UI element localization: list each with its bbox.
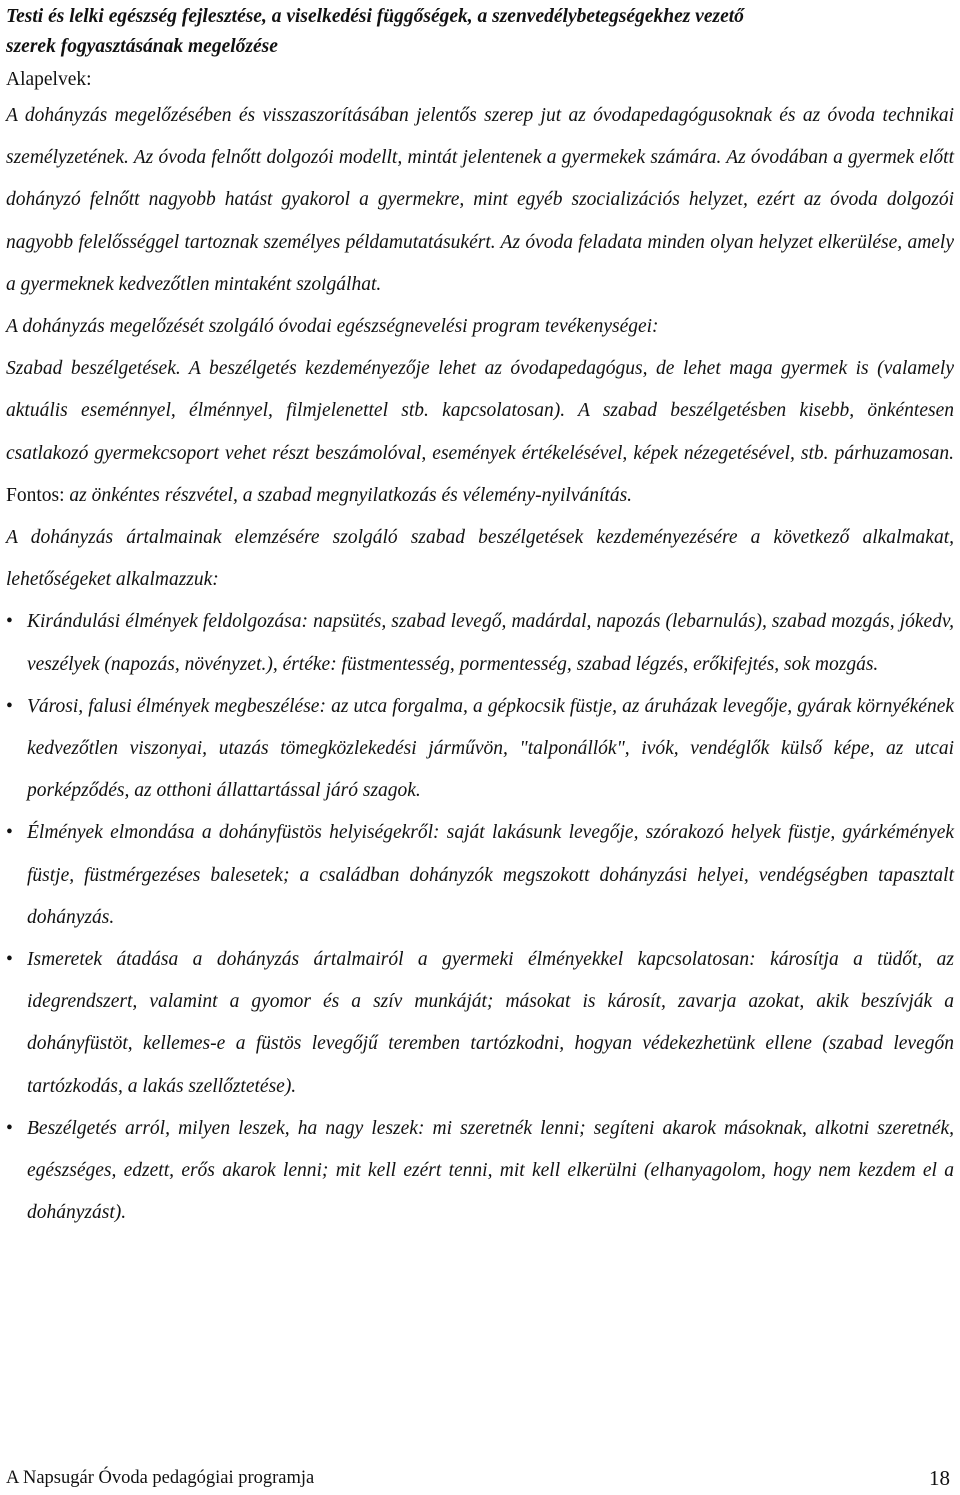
important-label: Fontos: [6,484,65,506]
list-item [6,1108,954,1235]
free-conversations-lead: Szabad beszélgetések. [6,358,181,380]
list-item-text: Élmények elmondása a dohányfüstös helyiségekről: saját lakásunk levegője, szórakozó helyek füstje, gyárkémények füstje, füstmérgezéses balesetek; a családban dohányzók megszokott dohányzási helyei, vendégségben tapasztalt dohányzás. [27,822,954,928]
page-number: 18 [929,1466,950,1490]
list-item [6,939,954,1108]
section-title [6,0,954,64]
list-item-text: Városi, falusi élmények megbeszélése: az utca forgalma, a gépkocsik füstje, az áruházak levegője, gyárak környékének kedvezőtlen viszonyai, utazás tömegközlekedési járművön, "talponállók", ivók, vendéglők külső képe, az utcai porképződés, az otthoni állattartással járó szagok. [27,695,954,802]
principles-heading: Alapelvek: [6,69,92,90]
bullet-icon: • [6,1117,13,1139]
footer-program-name: A Napsugár Óvoda pedagógiai programja [6,1468,315,1488]
bullet-icon: • [6,695,13,717]
paragraph-program-activities: A dohányzás megelőzését szolgáló óvodai egészségnevelési program tevékenységei: [6,316,659,338]
occasions-list [6,601,954,1234]
list-item [6,686,954,813]
list-item-text: Ismeretek átadása a dohányzás ártalmairól a gyermeki élményekkel kapcsolatosan: károsítja a tüdőt, az idegrendszert, valamint a gyomor és a szív munkáját; másokat is károsít, zavarja azokat, akik beszívják a dohányfüstöt, kellemes-e a füstös levegőjű teremben tartózkodni, hogyan védekezhetünk ellene (szabad levegőn tartózkodás, a lakás szellőztetése). [27,949,954,1097]
bullet-icon: • [6,822,13,844]
document-page [6,0,954,1234]
paragraph-occasions-intro: A dohányzás ártalmainak elemzésére szolgáló szabad beszélgetések kezdeményezésére a következő alkalmakat, lehetőségeket alkalmazzuk: [6,527,954,591]
list-item [6,812,954,939]
paragraph-role-of-staff: A dohányzás megelőzésében és visszaszorításában jelentős szerep jut az óvodapedagógusoknak és az óvoda technikai személyzetének. Az óvoda felnőtt dolgozói modellt, mintát jelentenek a gyermekek számára. Az óvodában a gyermek előtt dohányzó felnőtt nagyobb hatást gyakorol a gyermekre, mint egyéb szocializációs helyzet, ezért az óvoda dolgozói nagyobb felelősséggel tartoznak személyes példamutatásukért. Az óvoda feladata minden olyan helyzet elkerülése, amely a gyermeknek kedvezőtlen mintaként szolgálhat. [6,105,954,295]
free-conversations-text: A beszélgetés kezdeményezője lehet az óvodapedagógus, de lehet maga gyermek is (valamely aktuális eseménnyel, élménnyel, filmjelenettel stb. kapcsolatosan). A szabad beszélgetésben kisebb, önkéntesen csatlakozó gyermekcsoport vehet részt beszámolóval, események értékelésével, képek nézegetésével, stb. párhuzamosan. [6,358,954,464]
paragraph-free-conversations [6,348,954,517]
list-item [6,601,954,685]
important-text: az önkéntes részvétel, a szabad megnyilatkozás és vélemény-nyilvánítás. [64,484,633,506]
list-item-text: Beszélgetés arról, milyen leszek, ha nagy leszek: mi szeretnék lenni; segíteni akarok másoknak, alkotni szeretnék, egészséges, edzett, erős akarok lenni; mit kell ezért tenni, mit kell elkerülni (elhanyagolom, hogy nem kezdem el a dohányzást). [27,1117,954,1224]
title-line-1: Testi és lelki egészség fejlesztése, a viselkedési függőségek, a szenvedélybetegségekhez vezető [6,6,744,27]
title-line-2: szerek fogyasztásának megelőzése [6,36,278,57]
bullet-icon: • [6,611,13,633]
bullet-icon: • [6,949,13,971]
list-item-text: Kirándulási élmények feldolgozása: napsütés, szabad levegő, madárdal, napozás (lebarnulás), szabad mozgás, jókedv, veszélyek (napozás, növényzet.), értéke: füstmentesség, pormentesség, szabad légzés, erőkifejtés, sok mozgás. [27,611,954,675]
page-footer [6,1464,954,1494]
